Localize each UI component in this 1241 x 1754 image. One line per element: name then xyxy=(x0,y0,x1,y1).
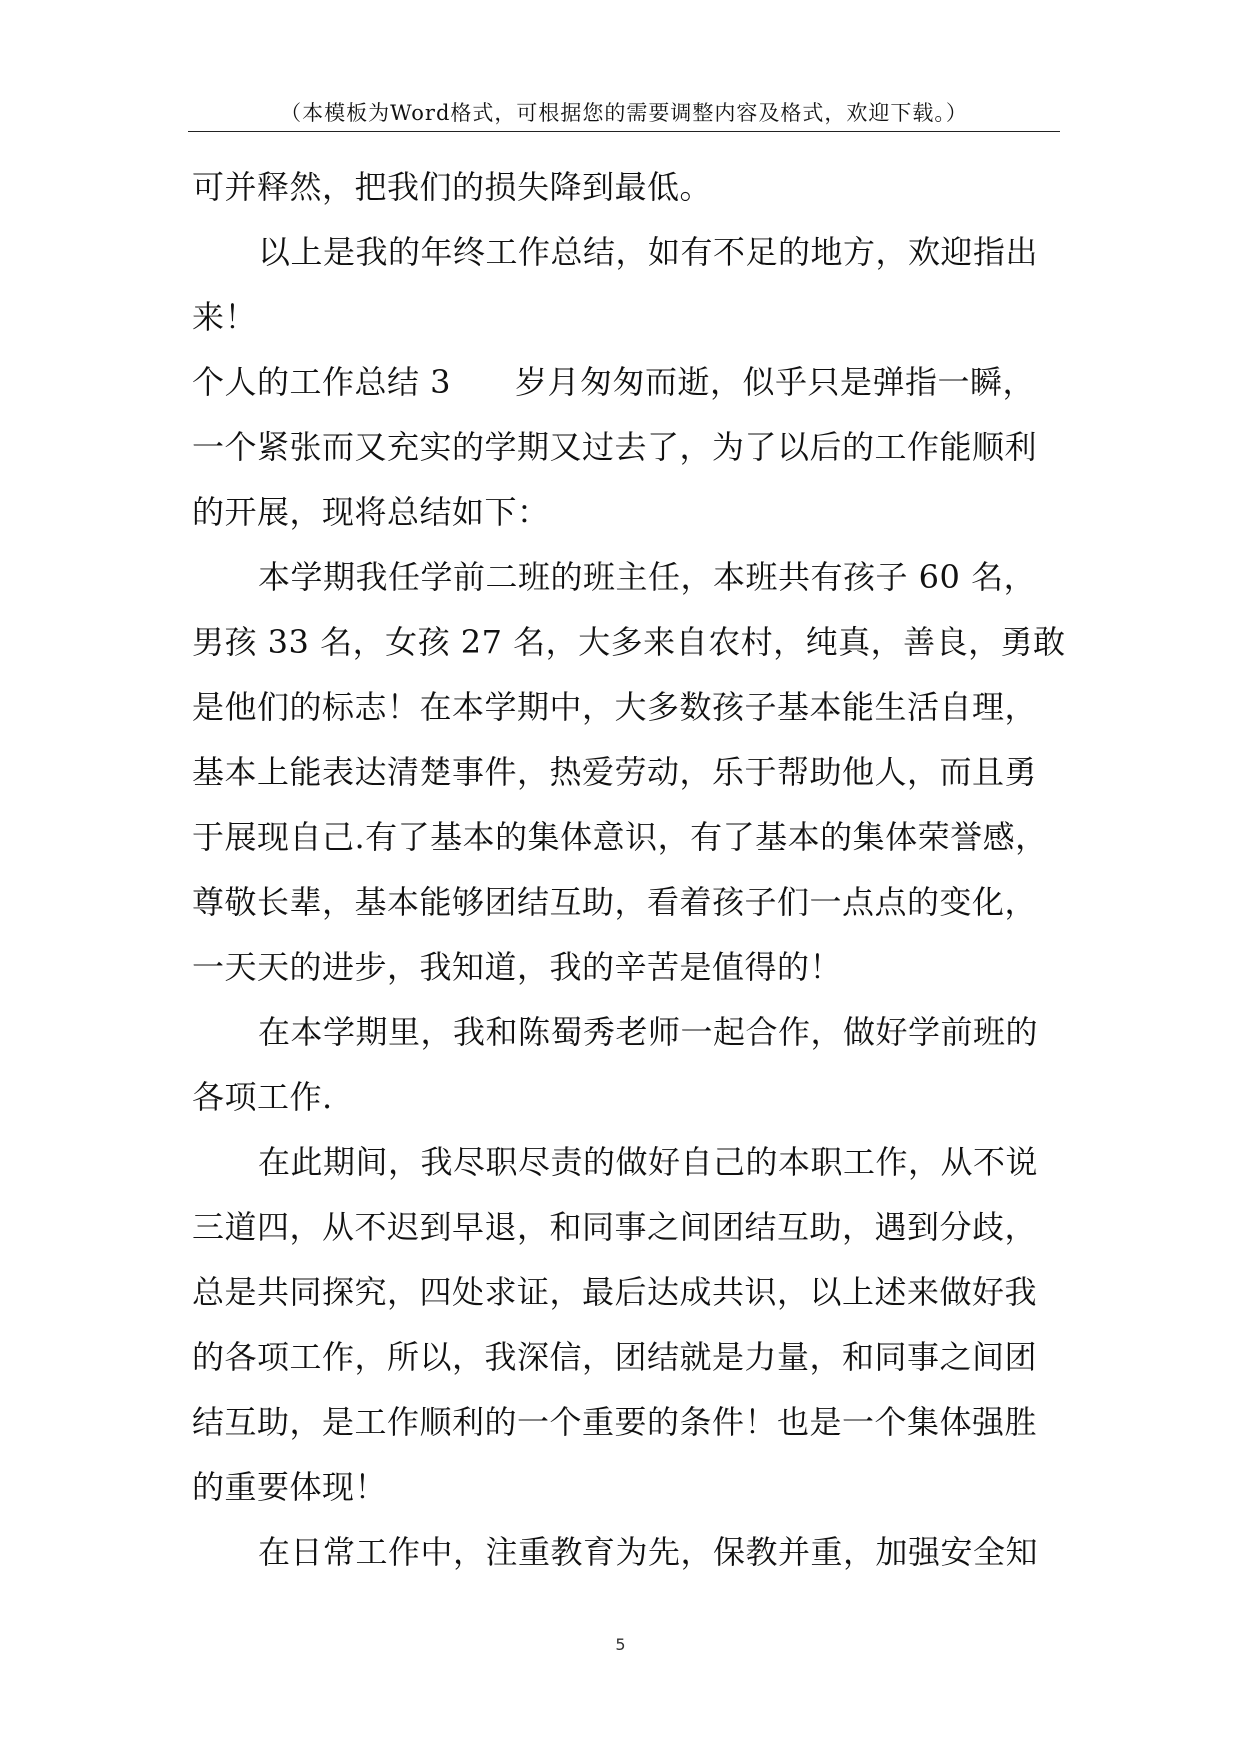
text-line: 总是共同探究，四处求证，最后达成共识，以上述来做好我 xyxy=(192,1273,1038,1311)
text-line: 是他们的标志！在本学期中，大多数孩子基本能生活自理， xyxy=(192,688,1038,726)
text-line: 本学期我任学前二班的班主任，本班共有孩子 60 名， xyxy=(258,558,1037,596)
text-line: 来！ xyxy=(192,298,258,336)
text-line: 基本上能表达清楚事件，热爱劳动，乐于帮助他人，而且勇 xyxy=(192,753,1038,791)
text-line: 的重要体现！ xyxy=(192,1468,388,1506)
text-line: 的开展，现将总结如下： xyxy=(192,493,550,531)
header-divider xyxy=(188,131,1060,132)
text-line: 尊敬长辈，基本能够团结互助，看着孩子们一点点的变化， xyxy=(192,883,1038,921)
text-line: 在此期间，我尽职尽责的做好自己的本职工作，从不说 xyxy=(258,1143,1039,1181)
text-line: 在日常工作中，注重教育为先，保教并重，加强安全知 xyxy=(258,1533,1039,1571)
document-header-note: （本模板为Word格式，可根据您的需要调整内容及格式，欢迎下载。） xyxy=(280,101,968,125)
text-line: 结互助，是工作顺利的一个重要的条件！也是一个集体强胜 xyxy=(192,1403,1038,1441)
text-line: 的各项工作，所以，我深信，团结就是力量，和同事之间团 xyxy=(192,1338,1038,1376)
text-line: 三道四，从不迟到早退，和同事之间团结互助，遇到分歧， xyxy=(192,1208,1038,1246)
text-line: 以上是我的年终工作总结，如有不足的地方，欢迎指出 xyxy=(258,233,1039,271)
text-line: 各项工作. xyxy=(192,1078,333,1116)
text-line: 可并释然，把我们的损失降到最低。 xyxy=(192,168,713,206)
text-line: 于展现自己.有了基本的集体意识，有了基本的集体荣誉感， xyxy=(192,818,1048,856)
text-line: 在本学期里，我和陈蜀秀老师一起合作，做好学前班的 xyxy=(258,1013,1039,1051)
section-heading-line xyxy=(192,350,1062,415)
document-body xyxy=(192,155,1066,1585)
page-number: 5 xyxy=(615,1635,626,1654)
text-line: 男孩 33 名，女孩 27 名，大多来自农村，纯真，善良，勇敢 xyxy=(192,623,1066,661)
text-line: 一天天的进步，我知道，我的辛苦是值得的！ xyxy=(192,948,843,986)
section-first-line: 岁月匆匆而逝，似乎只是弹指一瞬， xyxy=(515,363,1036,401)
section-heading: 个人的工作总结 3 xyxy=(192,363,452,401)
text-line: 一个紧张而又充实的学期又过去了，为了以后的工作能顺利 xyxy=(192,428,1038,466)
